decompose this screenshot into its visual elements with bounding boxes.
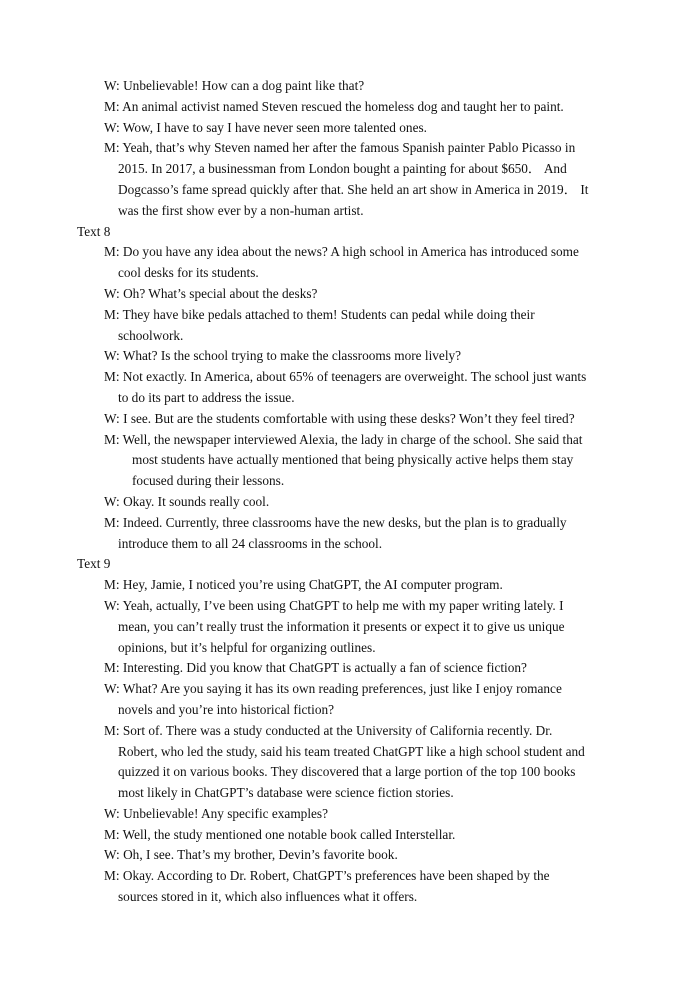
dialogue-line: W: I see. But are the students comfortable with using these desks? Won’t they feel tired? xyxy=(104,410,575,426)
dialogue-line: Robert, who led the study, said his team treated ChatGPT like a high school student and xyxy=(118,743,585,759)
section-heading-text-8: Text 8 xyxy=(77,223,111,239)
dialogue-line: M: Hey, Jamie, I noticed you’re using ChatGPT, the AI computer program. xyxy=(104,577,503,593)
dialogue-turn xyxy=(104,513,616,555)
dialogue-turn xyxy=(104,492,616,513)
dialogue-line: M: Okay. According to Dr. Robert, ChatGPT’s preferences have been shaped by the xyxy=(104,868,550,884)
dialogue-line: cool desks for its students. xyxy=(118,265,259,281)
dialogue-line: mean, you can’t really trust the information it presents or expect it to give us unique xyxy=(118,618,565,634)
dialogue-line: W: Unbelievable! How can a dog paint like that? xyxy=(104,78,365,93)
dialogue-turn xyxy=(104,430,616,492)
dialogue-line: W: Oh, I see. That’s my brother, Devin’s favorite book. xyxy=(104,847,398,863)
dialogue-line: M: Yeah, that’s why Steven named her after the famous Spanish painter Pablo Picasso in xyxy=(104,140,576,156)
dialogue-line: W: Oh? What’s special about the desks? xyxy=(104,285,318,301)
dialogue-turn xyxy=(104,575,616,596)
dialogue-turn xyxy=(104,721,616,804)
dialogue-line: to do its part to address the issue. xyxy=(118,389,295,405)
dialogue-line: schoolwork. xyxy=(118,327,184,343)
dialogue-turn xyxy=(104,305,616,347)
dialogue-line: 2015. In 2017, a businessman from London bought a painting for about $650． And xyxy=(118,161,567,177)
dialogue-line: M: Interesting. Did you know that ChatGPT is actually a fan of science fiction? xyxy=(104,660,527,676)
dialogue-line: novels and you’re into historical fiction? xyxy=(118,701,335,717)
dialogue-line: W: Yeah, actually, I’ve been using ChatGPT to help me with my paper writing lately. I xyxy=(104,597,564,613)
dialogue-line: W: What? Is the school trying to make the classrooms more lively? xyxy=(104,348,462,364)
dialogue-line: M: Not exactly. In America, about 65% of teenagers are overweight. The school just wants xyxy=(104,369,587,385)
dialogue-turn xyxy=(104,866,616,908)
dialogue-line: W: What? Are you saying it has its own reading preferences, just like I enjoy romance xyxy=(104,681,562,697)
dialogue-turn xyxy=(104,367,616,409)
dialogue-line: W: Okay. It sounds really cool. xyxy=(104,493,270,509)
dialogue-line: most students have actually mentioned that being physically active helps them stay xyxy=(132,452,574,468)
dialogue-turn xyxy=(104,138,616,221)
dialogue-turn xyxy=(104,845,616,866)
dialogue-line: M: Indeed. Currently, three classrooms have the new desks, but the plan is to gradually xyxy=(104,514,567,530)
dialogue-line: M: They have bike pedals attached to them! Students can pedal while doing their xyxy=(104,306,535,322)
dialogue-line: introduce them to all 24 classrooms in the school. xyxy=(118,535,383,551)
dialogue-turn xyxy=(104,825,616,846)
dialogue-turn xyxy=(104,596,616,658)
dialogue-line: was the first show ever by a non-human artist. xyxy=(118,202,364,218)
dialogue-line: quizzed it on various books. They discovered that a large portion of the top 100 books xyxy=(118,764,576,780)
dialogue-line: most likely in ChatGPT’s database were science fiction stories. xyxy=(118,785,454,801)
dialogue-line: opinions, but it’s helpful for organizing outlines. xyxy=(118,639,376,655)
dialogue-turn xyxy=(104,242,616,284)
dialogue-line: M: Well, the study mentioned one notable book called Interstellar. xyxy=(104,826,456,842)
dialogue-line: Dogcasso’s fame spread quickly after that. She held an art show in America in 2019． It xyxy=(118,181,589,197)
dialogue-turn xyxy=(104,658,616,679)
dialogue-line: M: An animal activist named Steven rescued the homeless dog and taught her to paint. xyxy=(104,98,564,114)
dialogue-turn xyxy=(104,409,616,430)
section-heading-text-9: Text 9 xyxy=(77,556,111,572)
dialogue-turn xyxy=(104,804,616,825)
dialogue-turn xyxy=(104,679,616,721)
dialogue-turn xyxy=(104,284,616,305)
dialogue-line: W: Unbelievable! Any specific examples? xyxy=(104,805,328,821)
dialogue-turn xyxy=(104,76,616,97)
dialogue-turn xyxy=(104,346,616,367)
dialogue-line: M: Well, the newspaper interviewed Alexia, the lady in charge of the school. She said that xyxy=(104,431,583,447)
dialogue-line: W: Wow, I have to say I have never seen more talented ones. xyxy=(104,119,427,135)
dialogue-line: M: Do you have any idea about the news? A high school in America has introduced some xyxy=(104,244,579,260)
dialogue-line: focused during their lessons. xyxy=(132,473,285,489)
dialogue-line: M: Sort of. There was a study conducted at the University of California recently. Dr. xyxy=(104,722,553,738)
transcript-page xyxy=(0,76,695,908)
dialogue-line: sources stored in it, which also influences what it offers. xyxy=(118,889,418,905)
dialogue-turn xyxy=(104,118,616,139)
dialogue-turn xyxy=(104,97,616,118)
